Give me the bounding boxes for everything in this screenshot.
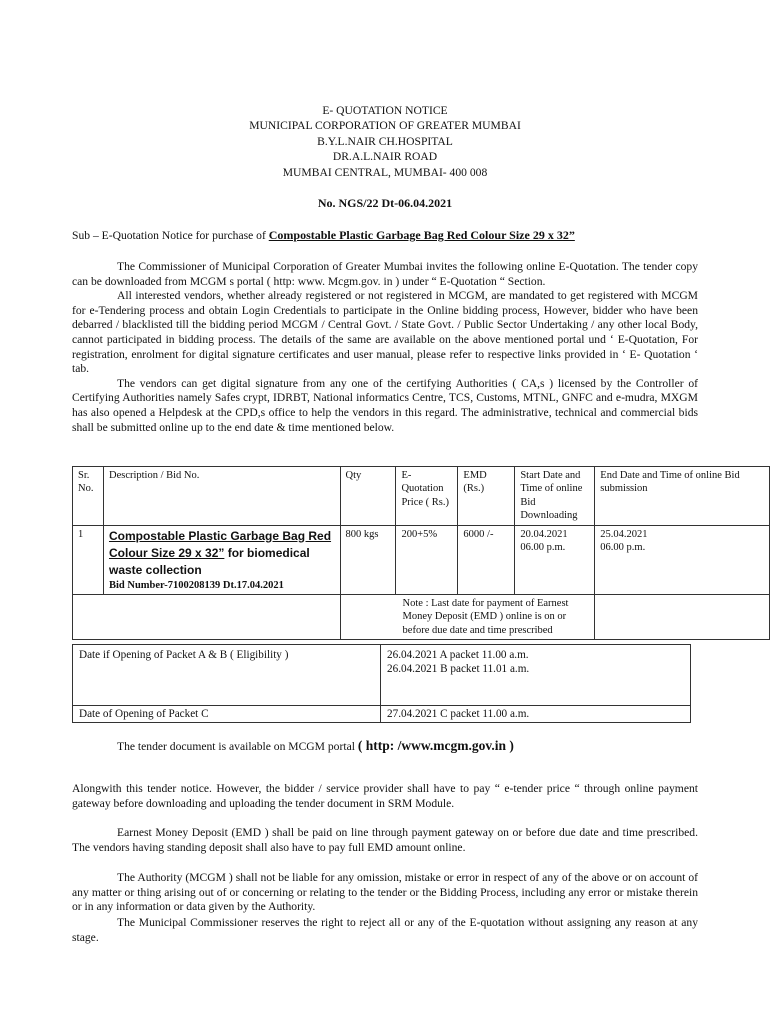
closing-paragraph-2: Earnest Money Deposit (EMD ) shall be paid on line through payment gateway on or before due date and time prescribed. The vendors having standing deposit shall also have to pay full EMD amount online. bbox=[72, 826, 698, 854]
tender-table bbox=[72, 466, 770, 640]
portal-url: ( http: /www.mcgm.gov.in ) bbox=[357, 738, 514, 753]
intro-paragraph-2: All interested vendors, whether already registered or not registered in MCGM, are mandated to get registered with MCGM for e-Tendering process and obtain Login Credentials to participate in the Online bidding process, However, bidder who have been debarred / blacklisted till the bidding period MCGM / Central Govt. / State Govt. / Public Sector Undertaking / any other local Body, cannot participated in bidding process. The details of the same are available on the above mentioned portal und ‘ E-Quotation, For registration, enrolment for digital signature certificates and user manual, please refer to respective links provided in ‘ E- Quotation ‘ tab. bbox=[72, 289, 698, 376]
closing-paragraph-4: The Municipal Commissioner reserves the right to reject all or any of the E-quotation without assigning any reason at any stage. bbox=[72, 916, 698, 944]
opening-ab-label: Date if Opening of Packet A & B ( Eligibility ) bbox=[73, 645, 381, 706]
header-qty: Qty bbox=[340, 467, 396, 526]
row-sr: 1 bbox=[73, 525, 104, 594]
table-header-row bbox=[73, 467, 770, 526]
note-empty-cell bbox=[595, 595, 770, 640]
table-row bbox=[73, 525, 770, 594]
bid-number: Bid Number-7100208139 Dt.17.04.2021 bbox=[108, 579, 284, 591]
emd-note: Note : Last date for payment of Earnest Money Deposit (EMD ) online is on or before due date and time prescribed bbox=[340, 595, 595, 640]
opening-b-value: 26.04.2021 B packet 11.01 a.m. bbox=[387, 663, 530, 675]
opening-table bbox=[72, 644, 691, 723]
notice-header bbox=[0, 103, 770, 180]
portal-line bbox=[117, 738, 514, 754]
opening-row-c bbox=[73, 706, 691, 723]
table-note-row bbox=[73, 595, 770, 640]
header-price: E- Quotation Price ( Rs.) bbox=[396, 467, 458, 526]
intro-paragraph-3: The vendors can get digital signature from any one of the certifying Authorities ( CA,s ) licensed by the Controller of Certifying Authorities namely Safes crypt, IDRBT, National informatics Centre, TCS, Customs, MTNL, GNFC and e-mudra, MXGM has also opened a Helpdesk at the CPD,s office to help the vendors in this regard. The administrative, technical and commercial bids shall be submitted online up to the end date & time mentioned below. bbox=[72, 376, 698, 434]
subject-prefix: Sub – E-Quotation Notice for purchase of bbox=[72, 229, 269, 242]
subject-item: Compostable Plastic Garbage Bag Red Colour Size 29 x 32” bbox=[268, 228, 575, 242]
header-title: E- QUOTATION NOTICE bbox=[322, 104, 448, 117]
header-start: Start Date and Time of online Bid Downloading bbox=[515, 467, 595, 526]
reference-number: No. NGS/22 Dt-06.04.2021 bbox=[317, 196, 453, 210]
header-road: DR.A.L.NAIR ROAD bbox=[332, 150, 438, 164]
portal-prefix: The tender document is available on MCGM portal bbox=[117, 740, 358, 753]
end-date: 25.04.2021 bbox=[600, 528, 648, 540]
start-date: 20.04.2021 bbox=[520, 528, 568, 540]
subject-line bbox=[72, 228, 575, 243]
opening-c-label: Date of Opening of Packet C bbox=[73, 706, 381, 723]
intro-section bbox=[72, 260, 698, 435]
item-name bbox=[109, 528, 335, 579]
opening-c-value: 27.04.2021 C packet 11.00 a.m. bbox=[381, 706, 691, 723]
closing-paragraph-1: Alongwith this tender notice. However, the bidder / service provider shall have to pay “ e-tender price “ through online payment gateway before downloading and uploading the tender document in SRM Module. bbox=[72, 782, 698, 810]
item-name-underlined: Compostable Plastic Garbage Bag Red Colour Size 29 x 32” bbox=[108, 528, 332, 560]
item-name-suffix: for biomedical waste collection bbox=[108, 545, 310, 577]
row-end bbox=[595, 525, 770, 594]
row-emd: 6000 /- bbox=[458, 525, 515, 594]
end-time: 06.00 p.m. bbox=[600, 542, 646, 554]
closing-paragraph-3: The Authority (MCGM ) shall not be liable for any omission, mistake or error in respect of any of the above or on account of any matter or thing arising out of or concerning or relating to the tender or the Bidding Process, including any error or mistake therein or in any information or data given by the Authority. bbox=[72, 871, 698, 914]
opening-row-ab bbox=[73, 645, 691, 706]
note-spacer bbox=[73, 595, 341, 640]
header-city: MUMBAI CENTRAL, MUMBAI- 400 008 bbox=[282, 165, 488, 179]
header-description: Description / Bid No. bbox=[103, 467, 340, 526]
header-sr: Sr. No. bbox=[73, 467, 104, 526]
intro-paragraph-1: The Commissioner of Municipal Corporation of Greater Mumbai invites the following online E-Quotation. The tender copy can be downloaded from MCGM s portal ( http: www. Mcgm.gov. in ) under “ E-Quotation “ Section. bbox=[72, 260, 698, 288]
header-end: End Date and Time of online Bid submission bbox=[595, 467, 770, 526]
opening-ab-values bbox=[381, 645, 691, 706]
row-price: 200+5% bbox=[396, 525, 458, 594]
header-hospital: B.Y.L.NAIR CH.HOSPITAL bbox=[317, 134, 453, 148]
row-qty: 800 kgs bbox=[340, 525, 396, 594]
opening-a-value: 26.04.2021 A packet 11.00 a.m. bbox=[387, 649, 529, 661]
header-corporation: MUNICIPAL CORPORATION OF GREATER MUMBAI bbox=[249, 119, 521, 133]
row-start bbox=[515, 525, 595, 594]
start-time: 06.00 p.m. bbox=[520, 542, 566, 554]
header-emd: EMD (Rs.) bbox=[458, 467, 515, 526]
row-description bbox=[103, 525, 340, 594]
